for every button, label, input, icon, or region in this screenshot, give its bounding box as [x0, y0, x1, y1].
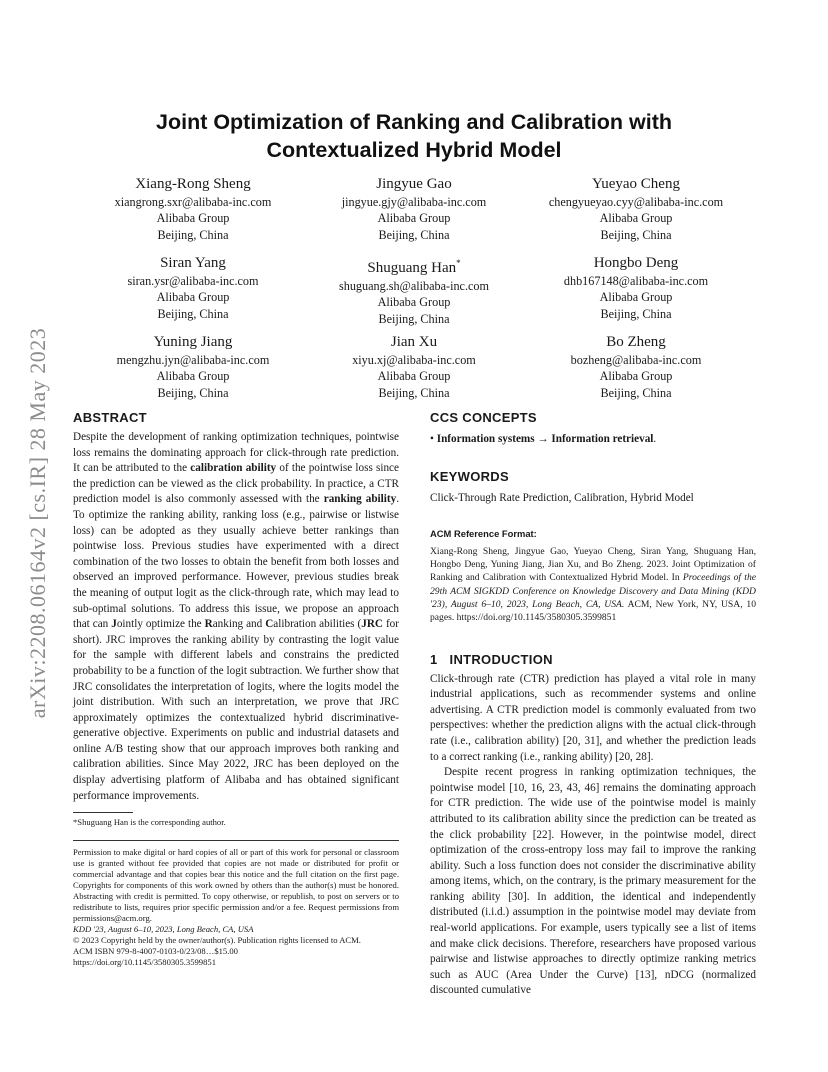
copyright-line: © 2023 Copyright held by the owner/author(s). Publication rights licensed to ACM.: [73, 935, 361, 946]
author-org: Alibaba Group: [599, 211, 673, 226]
corresponding-mark: *: [456, 258, 461, 268]
ccs-item: Information systems → Information retrieval: [436, 433, 654, 445]
author-org: Alibaba Group: [599, 290, 673, 305]
author-name-text: Shuguang Han: [367, 260, 457, 276]
permission-text: Permission to make digital or hard copies of all or part of this work for personal or classroom use is granted without fee provided that copies are not made or distributed for profit or commercial advantage and that copies bear this notice and the full citation on the first page. Copyrights for components of this work owned by others than the author(s) must be honored. Abstracting with credit is permitted. To copy otherwise, or republish, to post on servers or to redistribute to lists, requires prior specific permission and/or a fee. Request permissions from permissions@acm.org.: [73, 847, 399, 924]
author-email: mengzhu.jyn@alibaba-inc.com: [116, 353, 270, 367]
author-location: Beijing, China: [600, 306, 672, 321]
paper-title: [0, 108, 828, 164]
author-block: [521, 175, 751, 243]
author-block: [521, 333, 751, 401]
arxiv-stamp: [18, 288, 58, 758]
author-block: [78, 254, 308, 322]
title-line-2: Contextualized Hybrid Model: [266, 138, 562, 162]
author-email: chengyueyao.cyy@alibaba-inc.com: [548, 195, 724, 209]
arxiv-stamp-text: arXiv:2208.06164v2 [cs.IR] 28 May 2023: [25, 327, 50, 719]
author-location: Beijing, China: [378, 385, 450, 400]
author-block: [299, 254, 529, 327]
introduction-heading: [430, 651, 756, 668]
section-number: 1: [430, 651, 438, 667]
author-name: Siran Yang: [160, 255, 226, 271]
right-column: [430, 409, 756, 999]
keywords-heading: KEYWORDS: [430, 468, 509, 484]
permission-block: [73, 840, 399, 968]
author-org: Alibaba Group: [377, 369, 451, 384]
author-location: Beijing, China: [378, 311, 450, 326]
ccs-heading: CCS CONCEPTS: [430, 410, 537, 425]
isbn-line: ACM ISBN 979-8-4007-0103-0/23/08…$15.00: [73, 946, 238, 957]
author-block: [521, 254, 751, 322]
author-name: Jian Xu: [390, 334, 438, 350]
author-email: bozheng@alibaba-inc.com: [570, 353, 702, 367]
section-title: INTRODUCTION: [449, 651, 553, 667]
footnote: *Shuguang Han is the corresponding author.: [73, 817, 226, 828]
author-email: xiangrong.sxr@alibaba-inc.com: [114, 195, 272, 209]
conference-line: KDD '23, August 6–10, 2023, Long Beach, CA, USA: [73, 924, 254, 935]
author-name: Xiang-Rong Sheng: [135, 176, 251, 192]
author-name: Hongbo Deng: [593, 255, 679, 271]
author-block: [299, 333, 529, 401]
abstract-text: Despite the development of ranking optimization techniques, pointwise loss remains the dominating approach for click-through rate prediction. It can be attributed to the calibration ability of the pointwise loss since the prediction can be viewed as the click probability. In practice, a CTR prediction model is also commonly assessed with the ranking ability. To optimize the ranking ability, ranking loss (e.g., pairwise or listwise loss) can be adopted as they usually achieve better rankings than pointwise loss. Previous studies have experimented with a direct combination of the two losses to obtain the benefit from both losses and observed an improved performance. However, previous studies break the meaning of output logit as the click-through rate, which may lead to sub-optimal solutions. To address this issue, we propose an approach that can Jointly optimize the Ranking and Calibration abilities (JRC for short). JRC improves the ranking ability by contrasting the logit value for the sample with different labels and constrains the predicted probability to be a function of the logit subtraction. We further show that JRC consolidates the interpretation of logits, where the logits model the joint distribution. With such an interpretation, we prove that JRC approximately optimizes the contextualized hybrid discriminative-generative objective. Experiments on public and industrial datasets and online A/B testing show that our approach improves both ranking and calibration abilities. Since May 2022, JRC has been deployed on the display advertising platform of Alibaba and has obtained significant performance improvements.: [73, 431, 399, 802]
author-name: Bo Zheng: [606, 334, 666, 350]
author-block: [299, 175, 529, 243]
acm-reference-label: ACM Reference Format:: [430, 528, 537, 540]
ccs-concepts: • Information systems → Information retrieval.: [430, 433, 657, 445]
author-name: Jingyue Gao: [376, 176, 452, 192]
author-location: Beijing, China: [157, 306, 229, 321]
author-org: Alibaba Group: [156, 369, 230, 384]
author-name: [299, 254, 529, 278]
author-location: Beijing, China: [157, 385, 229, 400]
abstract-heading: ABSTRACT: [73, 410, 147, 425]
author-email: jingyue.gjy@alibaba-inc.com: [341, 195, 487, 209]
keywords-text: Click-Through Rate Prediction, Calibration, Hybrid Model: [430, 491, 694, 504]
author-email: siran.ysr@alibaba-inc.com: [127, 274, 259, 288]
author-location: Beijing, China: [600, 385, 672, 400]
author-email: shuguang.sh@alibaba-inc.com: [339, 279, 489, 293]
author-org: Alibaba Group: [377, 211, 451, 226]
intro-paragraph-1: Click-through rate (CTR) prediction has played a vital role in many industrial applications, such as recommender systems and online advertising. A CTR prediction model is commonly evaluated from two perspectives: whether the prediction aligns with the actual click-through rate (i.e., calibration ability) [20, 31], and whether the prediction leads to a correct ranking (i.e., ranking ability) [20, 28].: [430, 672, 756, 763]
author-org: Alibaba Group: [599, 369, 673, 384]
acm-reference-text: Xiang-Rong Sheng, Jingyue Gao, Yueyao Cheng, Siran Yang, Shuguang Han, Hongbo Deng, Yuning Jiang, Jian Xu, and Bo Zheng. 2023. Joint Optimization of Ranking and Calibration with Contextualized Hybrid Model. In Proceedings of the 29th ACM SIGKDD Conference on Knowledge Discovery and Data Mining (KDD '23), August 6–10, 2023, Long Beach, CA, USA. ACM, New York, NY, USA, 10 pages. https://doi.org/10.1145/3580305.3599851: [430, 545, 756, 624]
footnote-rule: [73, 812, 133, 813]
author-location: Beijing, China: [600, 227, 672, 242]
author-email: xiyu.xj@alibaba-inc.com: [352, 353, 476, 367]
author-block: [78, 175, 308, 243]
doi-link[interactable]: https://doi.org/10.1145/3580305.3599851: [73, 957, 216, 968]
author-org: Alibaba Group: [156, 211, 230, 226]
left-column: [73, 409, 399, 968]
author-location: Beijing, China: [378, 227, 450, 242]
intro-paragraph-2: Despite recent progress in ranking optimization techniques, the pointwise model [10, 16, 23, 43, 46] remains the dominating approach for CTR prediction. The wide use of the pointwise model is mainly attributed to its calibration ability since the prediction can be treated as the click probability [22]. However, in the pointwise model, direct optimization of the cross-entropy loss may fail to improve the ranking ability. Such a loss function does not consider the discriminative ability among items, which, on the contrary, is the primary measurement for the ranking ability [30]. In addition, the identical and independently distributed (i.i.d.) assumption in the pointwise model may deviate from real-world applications. For example, users typically see a list of items and make click decisions. Therefore, researchers have proposed various pairwise and listwise approaches to directly optimize ranking metrics such as AUC (Area Under the Curve) [13], nDCG (normalized discounted cumulative: [430, 766, 756, 997]
author-email: dhb167148@alibaba-inc.com: [563, 274, 709, 288]
ccs-bullet: •: [430, 433, 434, 445]
author-org: Alibaba Group: [156, 290, 230, 305]
author-org: Alibaba Group: [377, 295, 451, 310]
title-line-1: Joint Optimization of Ranking and Calibration with: [156, 110, 672, 134]
author-block: [78, 333, 308, 401]
author-name: Yuning Jiang: [153, 334, 233, 350]
author-name: Yueyao Cheng: [592, 176, 680, 192]
author-location: Beijing, China: [157, 227, 229, 242]
